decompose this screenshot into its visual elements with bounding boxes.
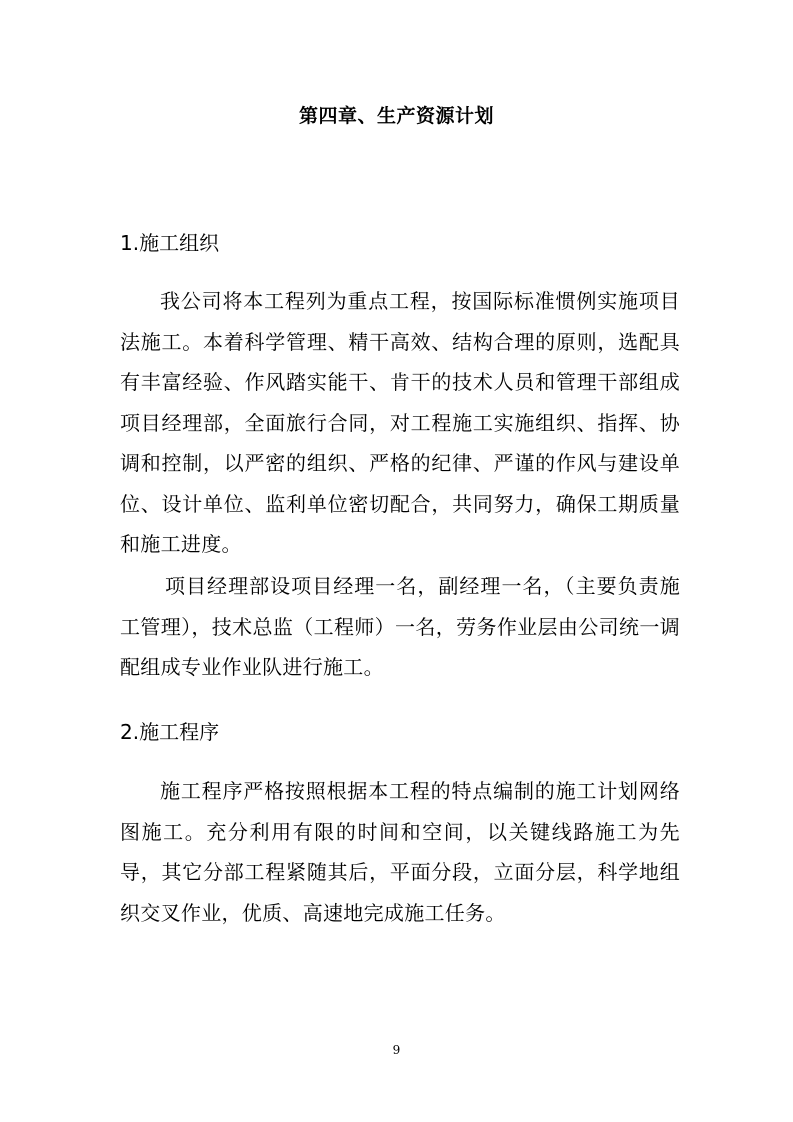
page-number: 9 — [392, 1043, 401, 1057]
paragraph-organization-1: 我公司将本工程列为重点工程，按国际标准惯例实施项目法施工。本着科学管理、精干高效、结构合理的原则，选配具有丰富经验、作风踏实能干、肯干的技术人员和管理干部组成项目经理部，全面旅行合同，对工程施工实施组织、指挥、协调和控制，以严密的组织、严格的纪律、严谨的作风与建设单位、设计单位、监利单位密切配合，共同努力，确保工期质量和施工进度。 — [120, 289, 680, 556]
paragraph-organization-2: 项目经理部设项目经理一名，副经理一名，（主要负责施工管理），技术总监（工程师）一名，劳务作业层由公司统一调配组成专业作业队进行施工。 — [120, 574, 680, 679]
section-heading-organization: 1.施工组织 — [120, 231, 220, 255]
chapter-title: 第四章、生产资源计划 — [298, 105, 494, 127]
section-heading-procedure: 2.施工程序 — [120, 720, 220, 744]
paragraph-procedure-1: 施工程序严格按照根据本工程的特点编制的施工计划网络图施工。充分利用有限的时间和空间，以关键线路施工为先导，其它分部工程紧随其后，平面分段，立面分层，科学地组织交叉作业，优质、高速地完成施工任务。 — [120, 779, 680, 925]
